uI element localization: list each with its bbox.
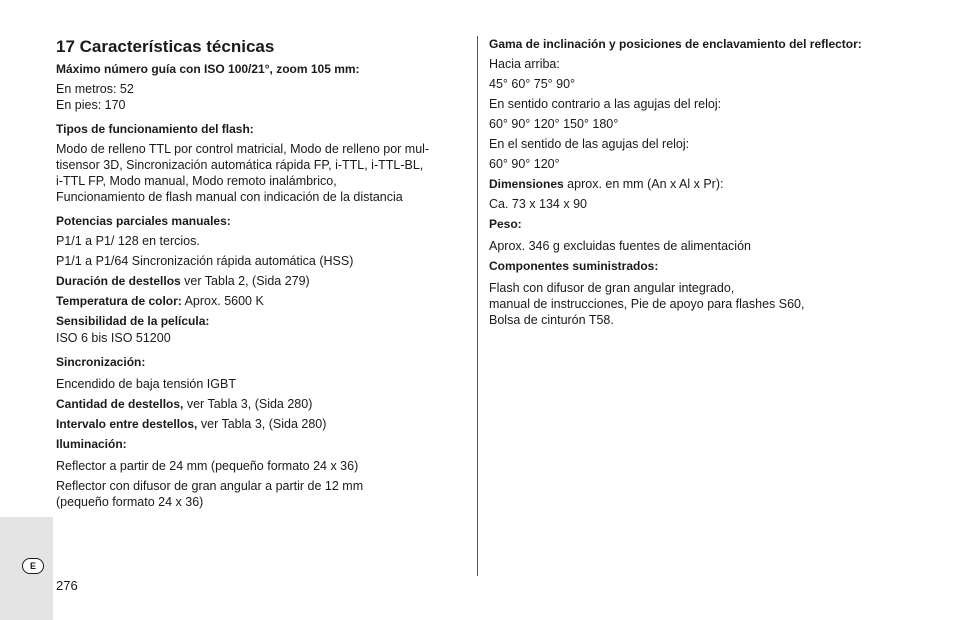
dimensions-label: Dimensiones [489,177,564,191]
column-divider [477,36,478,576]
components-text: Flash con difusor de gran angular integrado, manual de instrucciones, Pie de apoyo para flashes S60, Bolsa de cinturón T58. [489,281,805,327]
tilt-up-label: Hacia arriba: [489,57,560,71]
flash-duration-row [56,273,468,289]
right-column [489,36,909,332]
flash-interval-text: ver Tabla 3, (Sida 280) [197,417,327,431]
color-temperature-row [56,293,468,309]
tilt-label: Gama de inclinación y posiciones de enclavamiento del reflector: [489,37,862,51]
sync-text: Encendido de baja tensión IGBT [56,377,236,391]
flash-modes-text: Modo de relleno TTL por control matricial, Modo de relleno por mul- tisensor 3D, Sincronización automática rápida FP, i-TTL, i-TTL-BL, i-TTL FP, Modo manual, Modo remoto inalámbrico, Funcionamiento de flash manual con indicación de la distancia [56,142,430,204]
language-badge: E [22,558,44,574]
dimensions-value: Ca. 73 x 134 x 90 [489,197,587,211]
weight-value: Aprox. 346 g excluidas fuentes de alimentación [489,239,751,253]
flash-duration-label: Duración de destellos [56,274,181,288]
tilt-up-values: 45° 60° 75° 90° [489,77,576,91]
flash-modes-label: Tipos de funcionamiento del flash: [56,122,254,136]
partial-powers-line-2: P1/1 a P1/64 Sincronización rápida automática (HSS) [56,254,354,268]
guide-number-values: En metros: 52 En pies: 170 [56,82,134,112]
tilt-cw-label: En el sentido de las agujas del reloj: [489,137,690,151]
dimensions-row [489,176,909,192]
flash-count-label: Cantidad de destellos, [56,397,184,411]
film-sensitivity-label: Sensibilidad de la película: [56,314,210,328]
illumination-line-1: Reflector a partir de 24 mm (pequeño formato 24 x 36) [56,459,359,473]
section-title: 17 Características técnicas [56,37,275,56]
flash-interval-label: Intervalo entre destellos, [56,417,198,431]
page-number: 276 [56,578,78,593]
illumination-label: Iluminación: [56,437,127,451]
tilt-ccw-label: En sentido contrario a las agujas del reloj: [489,97,722,111]
flash-count-row [56,396,468,412]
partial-powers-line-1: P1/1 a P1/ 128 en tercios. [56,234,200,248]
illumination-line-2: Reflector con difusor de gran angular a partir de 12 mm (pequeño formato 24 x 36) [56,479,364,509]
color-temperature-label: Temperatura de color: [56,294,182,308]
dimensions-text: aprox. en mm (An x Al x Pr): [563,177,724,191]
components-label: Componentes suministrados: [489,259,659,273]
flash-count-text: ver Tabla 3, (Sida 280) [183,397,313,411]
sync-label: Sincronización: [56,355,146,369]
tilt-cw-values: 60° 90° 120° [489,157,560,171]
weight-label: Peso: [489,217,522,231]
flash-interval-row [56,416,468,432]
left-column [56,36,468,514]
guide-number-label: Máximo número guía con ISO 100/21°, zoom 105 mm: [56,62,360,76]
color-temperature-text: Aprox. 5600 K [181,294,264,308]
film-sensitivity-text: ISO 6 bis ISO 51200 [56,331,171,345]
tilt-ccw-values: 60° 90° 120° 150° 180° [489,117,619,131]
partial-powers-label: Potencias parciales manuales: [56,214,231,228]
flash-duration-text: ver Tabla 2, (Sida 279) [180,274,310,288]
